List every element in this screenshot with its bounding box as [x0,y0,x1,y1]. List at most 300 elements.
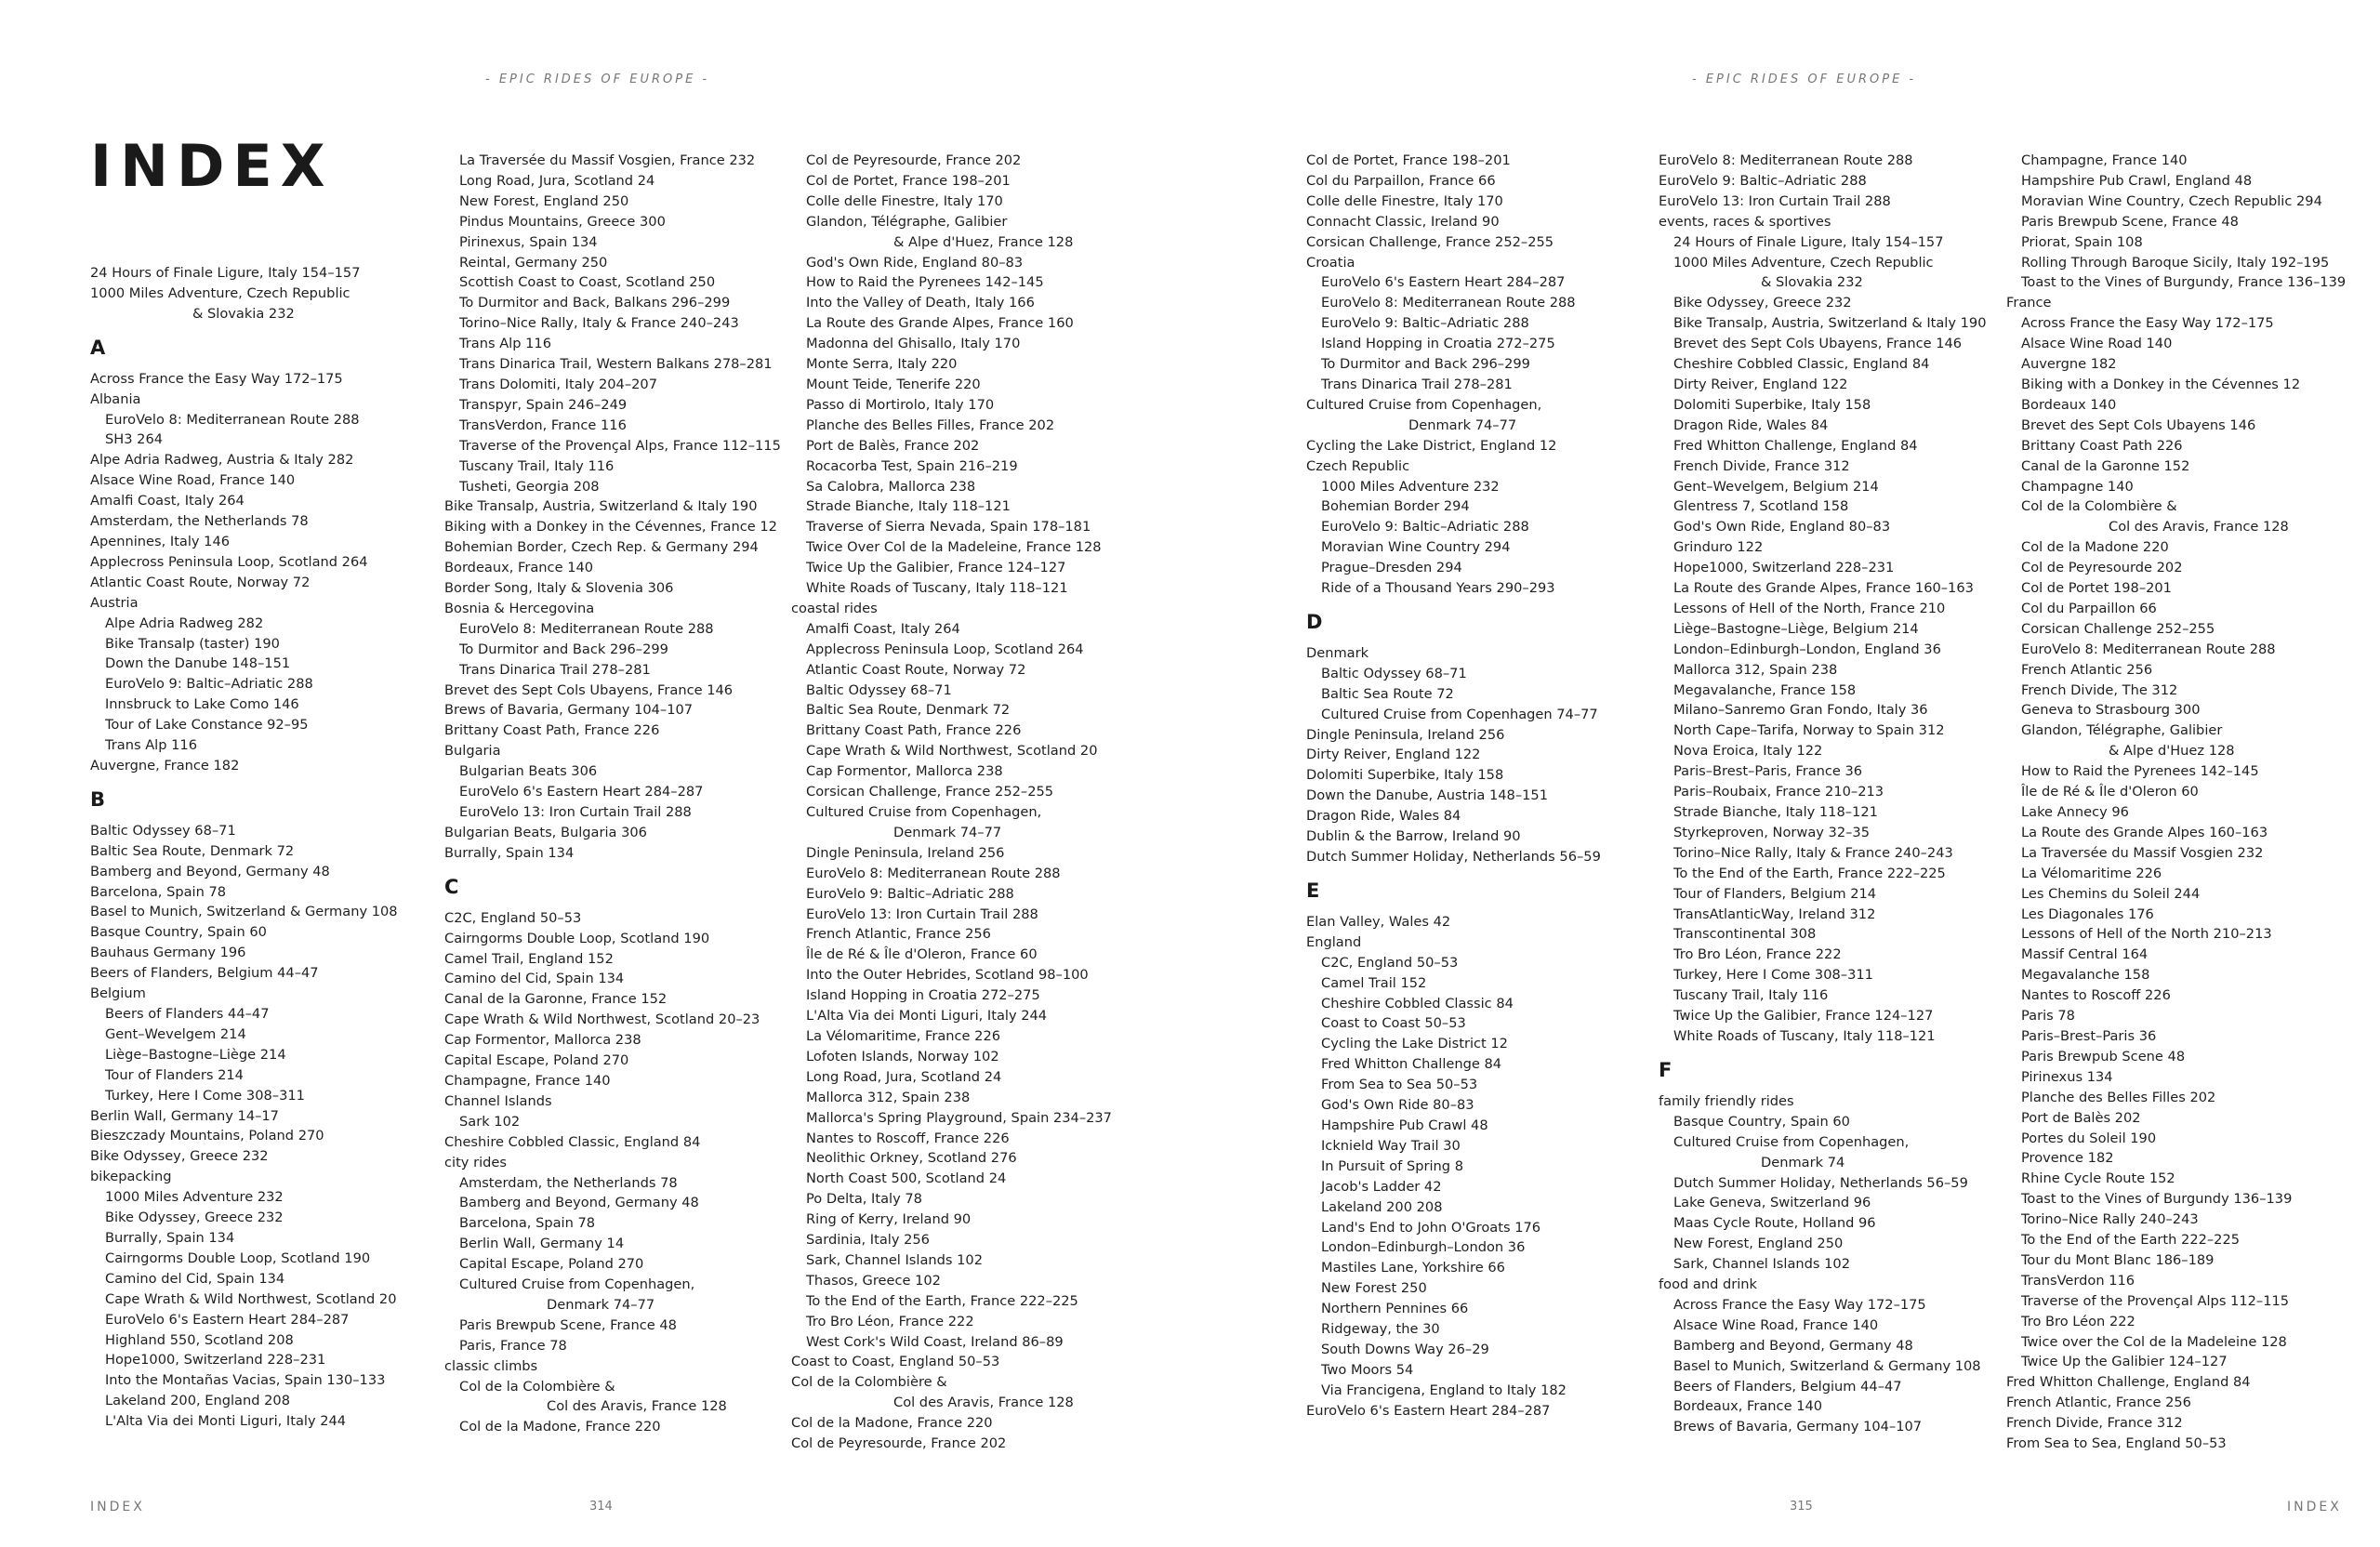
section-letter: D [1306,610,1323,633]
index-subentry: C2C, England 50–53 [1321,954,1459,971]
index-subentry: Champagne, France 140 [2021,152,2188,168]
index-subentry: Rhine Cycle Route 152 [2021,1170,2175,1187]
index-subentry: Island Hopping in Croatia 272–275 [1321,336,1555,352]
index-column-5 [1659,151,2021,1437]
index-subentry: Sa Calobra, Mallorca 238 [806,478,976,495]
index-entry: Col du Parpaillon, France 66 [1306,172,1496,189]
index-subentry: Ride of a Thousand Years 290–293 [1321,580,1555,597]
index-subentry: Bohemian Border 294 [1321,498,1470,515]
index-subentry: Long Road, Jura, Scotland 24 [459,172,655,189]
index-entry: Champagne, France 140 [444,1072,611,1089]
index-subentry: Paris Brewpub Scene, France 48 [2021,213,2239,230]
index-subentry: Rolling Through Baroque Sicily, Italy 192–195 [2021,254,2330,271]
index-subentry: Île de Ré & Île d'Oleron 60 [2021,784,2199,800]
index-subentry: North Coast 500, Scotland 24 [806,1170,1007,1187]
index-subentry: Lofoten Islands, Norway 102 [806,1048,999,1064]
index-subentry: Planche des Belles Filles, France 202 [806,416,1055,433]
index-subentry: Icknield Way Trail 30 [1321,1137,1461,1154]
index-subentry: Across France the Easy Way 172–175 [2021,315,2274,332]
running-head-right: - EPIC RIDES OF EUROPE - [1692,73,1917,86]
index-entry: Channel Islands [444,1092,552,1109]
index-subentry: Hampshire Pub Crawl 48 [1321,1117,1488,1133]
index-subentry: West Cork's Wild Coast, Ireland 86–89 [806,1333,1064,1350]
index-subentry: In Pursuit of Spring 8 [1321,1157,1463,1174]
index-subentry: Bulgarian Beats 306 [459,763,598,780]
index-subentry: Denmark 74–77 [893,824,1002,840]
index-subentry: Sark 102 [459,1113,521,1130]
index-entry: food and drink [1659,1276,1758,1293]
index-subentry: La Route des Grande Alpes, France 160–163 [1673,580,1974,597]
index-entry: Alsace Wine Road, France 140 [90,472,296,489]
index-entry: Cape Wrath & Wild Northwest, Scotland 20–23 [444,1012,760,1028]
index-entry: Barcelona, Spain 78 [90,883,227,900]
index-subentry: & Alpe d'Huez 128 [2109,743,2235,760]
index-subentry: EuroVelo 9: Baltic–Adriatic 288 [806,885,1014,902]
index-subentry: Fred Whitton Challenge, England 84 [1673,437,1918,454]
index-subentry: Brittany Coast Path 226 [2021,437,2183,454]
index-subentry: Bordeaux 140 [2021,396,2117,413]
index-subentry: Toast to the Vines of Burgundy 136–139 [2021,1191,2293,1208]
index-entry: Dingle Peninsula, Ireland 256 [1306,726,1505,743]
index-subentry: Turkey, Here I Come 308–311 [1673,967,1873,984]
index-subentry: Twice Up the Galibier, France 124–127 [806,560,1066,576]
index-subentry: Gent–Wevelgem 214 [105,1025,246,1042]
index-entry: Burrally, Spain 134 [444,844,575,861]
index-subentry: Milano–Sanremo Gran Fondo, Italy 36 [1673,702,1928,719]
index-entry: Basque Country, Spain 60 [90,924,267,941]
index-subentry: Baltic Odyssey 68–71 [1321,665,1467,681]
index-subentry: EuroVelo 6's Eastern Heart 284–287 [1321,274,1566,291]
index-subentry: Bike Transalp, Austria, Switzerland & Italy 190 [1673,315,1987,332]
index-subentry: EuroVelo 6's Eastern Heart 284–287 [105,1311,350,1328]
index-subentry: Transpyr, Spain 246–249 [459,396,628,413]
index-entry: EuroVelo 13: Iron Curtain Trail 288 [1659,192,1891,209]
index-subentry: Alsace Wine Road 140 [2021,336,2173,352]
index-entry: Elan Valley, Wales 42 [1306,913,1451,930]
index-subentry: La Route des Grande Alpes 160–163 [2021,824,2268,840]
index-subentry: Cultured Cruise from Copenhagen 74–77 [1321,706,1598,722]
index-subentry: Col de Peyresourde 202 [2021,560,2183,576]
index-subentry: Nova Eroica, Italy 122 [1673,743,1823,760]
index-subentry: Denmark 74 [1761,1154,1845,1170]
index-subentry: Port de Balès, France 202 [806,437,980,454]
index-subentry: To Durmitor and Back 296–299 [1321,356,1530,373]
index-subentry: EuroVelo 8: Mediterranean Route 288 [105,411,360,428]
index-subentry: Amalfi Coast, Italy 264 [806,620,960,637]
index-subentry: Po Delta, Italy 78 [806,1191,922,1208]
index-entry: Corsican Challenge, France 252–255 [1306,233,1554,250]
index-entry: Bamberg and Beyond, Germany 48 [90,863,330,879]
index-subentry: EuroVelo 8: Mediterranean Route 288 [459,620,714,637]
index-subentry: To Durmitor and Back, Balkans 296–299 [459,295,731,311]
index-entry: coastal rides [791,600,878,616]
index-subentry: L'Alta Via dei Monti Liguri, Italy 244 [806,1008,1048,1025]
index-subentry: Cheshire Cobbled Classic, England 84 [1673,356,1930,373]
index-entry: classic climbs [444,1357,538,1374]
index-entry: Brittany Coast Path, France 226 [444,722,660,739]
index-subentry: Cultured Cruise from Copenhagen, [459,1276,695,1293]
index-subentry: Tour du Mont Blanc 186–189 [2021,1251,2215,1268]
index-entry: Dragon Ride, Wales 84 [1306,808,1461,825]
index-subentry: Cairngorms Double Loop, Scotland 190 [105,1250,371,1266]
index-entry: Capital Escape, Poland 270 [444,1052,629,1069]
index-subentry: Beers of Flanders, Belgium 44–47 [1673,1378,1902,1395]
footer-label-right: INDEX [2287,1500,2342,1514]
index-entry: city rides [444,1154,507,1170]
index-subentry: Les Diagonales 176 [2021,906,2154,922]
index-subentry: Beers of Flanders 44–47 [105,1006,270,1022]
index-subentry: God's Own Ride, England 80–83 [806,254,1024,271]
index-subentry: Monte Serra, Italy 220 [806,356,958,373]
index-entry: Dublin & the Barrow, Ireland 90 [1306,828,1521,845]
index-subentry: Lakeland 200, England 208 [105,1393,291,1409]
index-subentry: Thasos, Greece 102 [806,1272,941,1289]
index-subentry: Torino–Nice Rally, Italy & France 240–243 [459,315,739,332]
index-subentry: & Slovakia 232 [1761,274,1863,291]
index-entry: Camel Trail, England 152 [444,950,614,967]
index-subentry: Bamberg and Beyond, Germany 48 [459,1195,699,1211]
index-subentry: White Roads of Tuscany, Italy 118–121 [806,580,1068,597]
index-subentry: God's Own Ride, England 80–83 [1673,519,1891,536]
index-entry: Bohemian Border, Czech Rep. & Germany 294 [444,539,759,556]
index-subentry: Transcontinental 308 [1673,926,1817,943]
index-subentry: La Vélomaritime 226 [2021,865,2162,881]
index-entry: Biking with a Donkey in the Cévennes, France 12 [444,519,777,536]
index-subentry: Moravian Wine Country 294 [1321,539,1511,556]
index-subentry: Champagne 140 [2021,478,2134,495]
index-entry: Alpe Adria Radweg, Austria & Italy 282 [90,452,354,469]
index-subentry: Paris 78 [2021,1008,2075,1025]
index-subentry: Paris–Roubaix, France 210–213 [1673,784,1884,800]
index-entry: Col de Portet, France 198–201 [1306,152,1511,168]
index-subentry: Amsterdam, the Netherlands 78 [459,1174,678,1191]
index-subentry: Paris–Brest–Paris, France 36 [1673,763,1863,780]
index-subentry: Twice Over Col de la Madeleine, France 128 [806,539,1102,556]
page-number-left: 314 [589,1500,613,1514]
index-entry: Austria [90,594,139,611]
index-entry: French Divide, France 312 [2006,1415,2183,1432]
index-subentry: Col de la Madone, France 220 [459,1419,661,1435]
page-number-right: 315 [1790,1500,1813,1514]
index-entry: Brevet des Sept Cols Ubayens, France 146 [444,681,734,698]
index-subentry: Brews of Bavaria, Germany 104–107 [1673,1419,1923,1435]
index-subentry: Denmark 74–77 [547,1296,655,1313]
index-subentry: Col des Aravis, France 128 [547,1398,727,1415]
index-subentry: Priorat, Spain 108 [2021,233,2143,250]
index-subentry: Across France the Easy Way 172–175 [1673,1296,1926,1313]
index-entry: Dolomiti Superbike, Italy 158 [1306,767,1504,784]
index-subentry: Lake Annecy 96 [2021,804,2129,820]
index-subentry: La Vélomaritime, France 226 [806,1027,1001,1044]
index-column-3 [791,151,1154,1454]
index-subentry: Baltic Sea Route, Denmark 72 [806,702,1011,719]
index-subentry: Lakeland 200 208 [1321,1198,1443,1215]
index-entry: EuroVelo 8: Mediterranean Route 288 [1659,152,1913,168]
index-subentry: Fred Whitton Challenge 84 [1321,1056,1502,1073]
index-subentry: Nantes to Roscoff, France 226 [806,1130,1010,1146]
index-entry: Fred Whitton Challenge, England 84 [2006,1374,2251,1391]
index-subentry: Mallorca's Spring Playground, Spain 234–237 [806,1109,1112,1126]
index-subentry: Sark, Channel Islands 102 [806,1251,984,1268]
index-subentry: Via Francigena, England to Italy 182 [1321,1382,1567,1398]
index-entry: Berlin Wall, Germany 14–17 [90,1107,279,1124]
index-entry: Baltic Odyssey 68–71 [90,822,236,839]
index-entry: Dutch Summer Holiday, Netherlands 56–59 [1306,849,1601,865]
index-subentry: Mallorca 312, Spain 238 [1673,661,1838,678]
index-entry: Dirty Reiver, England 122 [1306,747,1481,763]
index-subentry: Alsace Wine Road, France 140 [1673,1316,1879,1333]
index-subentry: Burrally, Spain 134 [105,1229,235,1246]
index-subentry: French Divide, France 312 [1673,457,1850,474]
index-entry: Across France the Easy Way 172–175 [90,370,343,387]
index-subentry: Neolithic Orkney, Scotland 276 [806,1150,1017,1167]
index-subentry: Tro Bro Léon, France 222 [806,1313,974,1329]
index-subentry: Dutch Summer Holiday, Netherlands 56–59 [1673,1174,1968,1191]
index-entry: bikepacking [90,1169,172,1185]
index-subentry: Ridgeway, the 30 [1321,1321,1440,1338]
index-subentry: Twice over the Col de la Madeleine 128 [2021,1333,2287,1350]
index-subentry: 1000 Miles Adventure, Czech Republic [1673,254,1934,271]
index-entry: events, races & sportives [1659,213,1831,230]
index-subentry: Trans Alp 116 [459,336,551,352]
index-subentry: Brevet des Sept Cols Ubayens, France 146 [1673,336,1963,352]
index-subentry: Basque Country, Spain 60 [1673,1113,1850,1130]
index-entry: Albania [90,390,141,407]
footer-label-left: INDEX [90,1500,145,1514]
index-subentry: Baltic Sea Route 72 [1321,685,1454,702]
index-subentry: Baltic Odyssey 68–71 [806,681,952,698]
index-subentry: Passo di Mortirolo, Italy 170 [806,396,995,413]
index-subentry: Dragon Ride, Wales 84 [1673,416,1829,433]
index-subentry: Bordeaux, France 140 [1673,1398,1823,1415]
index-subentry: Col des Aravis, France 128 [893,1395,1074,1411]
running-head-left: - EPIC RIDES OF EUROPE - [485,73,710,86]
index-entry: EuroVelo 9: Baltic–Adriatic 288 [1659,172,1867,189]
index-entry: Beers of Flanders, Belgium 44–47 [90,965,319,982]
index-subentry: Highland 550, Scotland 208 [105,1331,294,1348]
index-subentry: Cultured Cruise from Copenhagen, [1673,1133,1910,1150]
index-subentry: Trans Dolomiti, Italy 204–207 [459,376,657,392]
index-subentry: Denmark 74–77 [1408,416,1517,433]
index-subentry: Corsican Challenge, France 252–255 [806,784,1054,800]
index-subentry: Berlin Wall, Germany 14 [459,1236,625,1252]
index-subentry: Tro Bro Léon, France 222 [1673,946,1842,963]
index-entry: Bordeaux, France 140 [444,560,594,576]
index-subentry: How to Raid the Pyrenees 142–145 [806,274,1044,291]
index-entry: 24 Hours of Finale Ligure, Italy 154–157 [90,265,361,281]
index-entry: C2C, England 50–53 [444,909,582,926]
index-subentry: Capital Escape, Poland 270 [459,1256,644,1273]
index-subentry: Mallorca 312, Spain 238 [806,1089,971,1105]
index-entry: Baltic Sea Route, Denmark 72 [90,842,295,859]
index-subentry: Land's End to John O'Groats 176 [1321,1219,1541,1236]
index-entry: Camino del Cid, Spain 134 [444,971,625,987]
index-subentry: Lessons of Hell of the North 210–213 [2021,926,2272,943]
index-entry: Cycling the Lake District, England 12 [1306,437,1557,454]
index-subentry: Toast to the Vines of Burgundy, France 136–139 [2021,274,2347,291]
index-subentry: Long Road, Jura, Scotland 24 [806,1068,1002,1085]
index-subentry: Tro Bro Léon 222 [2021,1313,2135,1329]
index-subentry: Turkey, Here I Come 308–311 [105,1087,305,1104]
index-subentry: Rocacorba Test, Spain 216–219 [806,457,1018,474]
index-subentry: God's Own Ride 80–83 [1321,1097,1474,1114]
index-subentry: TransAtlanticWay, Ireland 312 [1673,906,1876,922]
index-subentry: Bike Transalp (taster) 190 [105,635,280,652]
index-subentry: EuroVelo 9: Baltic–Adriatic 288 [1321,315,1529,332]
index-subentry: Hope1000, Switzerland 228–231 [105,1352,326,1368]
index-entry: Bieszczady Mountains, Poland 270 [90,1128,324,1144]
section-letter: F [1659,1058,1673,1081]
index-subentry: & Slovakia 232 [192,305,295,322]
index-entry: Bike Odyssey, Greece 232 [90,1148,269,1165]
index-subentry: Trans Dinarica Trail 278–281 [1321,376,1513,392]
index-subentry: Trans Alp 116 [105,737,197,754]
index-subentry: Bike Odyssey, Greece 232 [105,1210,284,1226]
index-subentry: Col de la Colombière & [2021,498,2177,515]
index-subentry: Planche des Belles Filles 202 [2021,1089,2216,1105]
index-entry: Border Song, Italy & Slovenia 306 [444,580,674,597]
index-subentry: Cultured Cruise from Copenhagen, [806,804,1042,820]
index-subentry: Paris Brewpub Scene, France 48 [459,1316,677,1333]
section-letter: E [1306,879,1320,902]
index-subentry: Cycling the Lake District 12 [1321,1036,1508,1052]
index-subentry: TransVerdon, France 116 [459,416,627,433]
section-letter: C [444,875,459,898]
index-entry: Applecross Peninsula Loop, Scotland 264 [90,553,368,570]
index-subentry: Megavalanche 158 [2021,967,2150,984]
index-subentry: Col de Portet 198–201 [2021,580,2172,597]
index-entry: Colle delle Finestre, Italy 170 [1306,192,1503,209]
index-subentry: Bike Odyssey, Greece 232 [1673,295,1852,311]
index-subentry: La Traversée du Massif Vosgien, France 232 [459,152,756,168]
index-subentry: London–Edinburgh–London 36 [1321,1239,1526,1256]
index-subentry: Tour of Flanders 214 [105,1066,244,1083]
index-subentry: EuroVelo 9: Baltic–Adriatic 288 [1321,519,1529,536]
index-subentry: Lessons of Hell of the North, France 210 [1673,600,1946,616]
index-column-2 [444,151,807,1437]
index-subentry: Col de la Colombière & [459,1378,615,1395]
index-subentry: Portes du Soleil 190 [2021,1130,2157,1146]
index-entry: Col de Peyresourde, France 202 [791,1435,1007,1452]
index-subentry: Port de Balès 202 [2021,1109,2141,1126]
index-subentry: Tuscany Trail, Italy 116 [1673,987,1829,1004]
index-entry: Basel to Munich, Switzerland & Germany 108 [90,904,398,920]
index-entry: France [2006,295,2052,311]
index-subentry: Island Hopping in Croatia 272–275 [806,987,1040,1004]
index-subentry: Dirty Reiver, England 122 [1673,376,1848,392]
index-entry: Cheshire Cobbled Classic, England 84 [444,1133,701,1150]
index-subentry: Brittany Coast Path, France 226 [806,722,1022,739]
index-subentry: Ring of Kerry, Ireland 90 [806,1211,972,1228]
index-subentry: Sark, Channel Islands 102 [1673,1256,1851,1273]
index-subentry: French Divide, The 312 [2021,681,2178,698]
index-subentry: Cap Formentor, Mallorca 238 [806,763,1003,780]
index-subentry: Dingle Peninsula, Ireland 256 [806,844,1005,861]
index-subentry: Glandon, Télégraphe, Galibier [2021,722,2223,739]
index-entry: Apennines, Italy 146 [90,533,231,549]
index-entry: Bulgarian Beats, Bulgaria 306 [444,824,647,840]
index-subentry: La Traversée du Massif Vosgien 232 [2021,844,2264,861]
index-subentry: Hampshire Pub Crawl, England 48 [2021,172,2253,189]
index-entry: Croatia [1306,254,1355,271]
index-subentry: Provence 182 [2021,1150,2114,1167]
index-subentry: Styrkeproven, Norway 32–35 [1673,824,1870,840]
index-column-4 [1306,151,1669,1421]
index-subentry: Camino del Cid, Spain 134 [105,1270,285,1287]
index-subentry: London–Edinburgh–London, England 36 [1673,641,1941,657]
index-column-6 [2006,151,2369,1454]
index-entry: Bauhaus Germany 196 [90,945,246,961]
index-subentry: Biking with a Donkey in the Cévennes 12 [2021,376,2301,392]
index-subentry: Col de Peyresourde, France 202 [806,152,1022,168]
section-letter: A [90,336,106,359]
index-entry: Bosnia & Hercegovina [444,600,595,616]
index-subentry: EuroVelo 8: Mediterranean Route 288 [1321,295,1576,311]
index-subentry: Torino–Nice Rally, Italy & France 240–243 [1673,844,1953,861]
index-subentry: Cheshire Cobbled Classic 84 [1321,995,1514,1012]
index-subentry: La Route des Grande Alpes, France 160 [806,315,1074,332]
index-entry: Down the Danube, Austria 148–151 [1306,787,1548,804]
index-entry: Cap Formentor, Mallorca 238 [444,1032,641,1049]
index-subentry: Grinduro 122 [1673,539,1764,556]
index-entry: Denmark [1306,644,1369,661]
index-subentry: Les Chemins du Soleil 244 [2021,885,2201,902]
index-subentry: SH3 264 [105,431,164,448]
index-subentry: Colle delle Finestre, Italy 170 [806,192,1003,209]
index-subentry: Col de la Madone 220 [2021,539,2169,556]
index-subentry: EuroVelo 8: Mediterranean Route 288 [806,865,1061,881]
index-subentry: Scottish Coast to Coast, Scotland 250 [459,274,716,291]
index-entry: Atlantic Coast Route, Norway 72 [90,574,311,590]
index-entry: Bike Transalp, Austria, Switzerland & Italy 190 [444,498,758,515]
index-subentry: Trans Dinarica Trail 278–281 [459,661,651,678]
index-subentry: Down the Danube 148–151 [105,655,291,672]
index-subentry: Gent–Wevelgem, Belgium 214 [1673,478,1879,495]
index-subentry: North Cape–Tarifa, Norway to Spain 312 [1673,722,1945,739]
index-subentry: Hope1000, Switzerland 228–231 [1673,560,1895,576]
index-subentry: Atlantic Coast Route, Norway 72 [806,661,1026,678]
index-subentry: Cape Wrath & Wild Northwest, Scotland 20 [105,1290,397,1307]
index-subentry: Prague–Dresden 294 [1321,560,1462,576]
index-subentry: To the End of the Earth, France 222–225 [806,1292,1078,1309]
index-subentry: Strade Bianche, Italy 118–121 [1673,804,1878,820]
index-subentry: Traverse of the Provençal Alps, France 112–115 [459,437,781,454]
index-subentry: From Sea to Sea 50–53 [1321,1077,1478,1093]
index-subentry: Glandon, Télégraphe, Galibier [806,213,1008,230]
index-subentry: Massif Central 164 [2021,946,2149,963]
index-subentry: Madonna del Ghisallo, Italy 170 [806,336,1021,352]
index-entry: Brews of Bavaria, Germany 104–107 [444,702,694,719]
index-entry: Col de la Madone, France 220 [791,1415,993,1432]
index-subentry: Brevet des Sept Cols Ubayens 146 [2021,416,2256,433]
index-subentry: Northern Pennines 66 [1321,1301,1469,1317]
index-subentry: Corsican Challenge 252–255 [2021,620,2215,637]
index-subentry: Glentress 7, Scotland 158 [1673,498,1849,515]
index-entry: Connacht Classic, Ireland 90 [1306,213,1500,230]
index-subentry: Applecross Peninsula Loop, Scotland 264 [806,641,1084,657]
index-subentry: Geneva to Strasbourg 300 [2021,702,2201,719]
index-subentry: Into the Outer Hebrides, Scotland 98–100 [806,967,1089,984]
index-subentry: Trans Dinarica Trail, Western Balkans 278–281 [459,356,773,373]
index-subentry: Into the Valley of Death, Italy 166 [806,295,1035,311]
index-subentry: Paris, France 78 [459,1337,567,1354]
index-entry: Col de la Colombière & [791,1374,947,1391]
index-entry: EuroVelo 6's Eastern Heart 284–287 [1306,1402,1551,1419]
index-subentry: Tour of Lake Constance 92–95 [105,717,309,734]
index-subentry: Twice Up the Galibier, France 124–127 [1673,1008,1934,1025]
index-subentry: EuroVelo 9: Baltic–Adriatic 288 [105,676,313,693]
index-subentry: South Downs Way 26–29 [1321,1341,1489,1357]
